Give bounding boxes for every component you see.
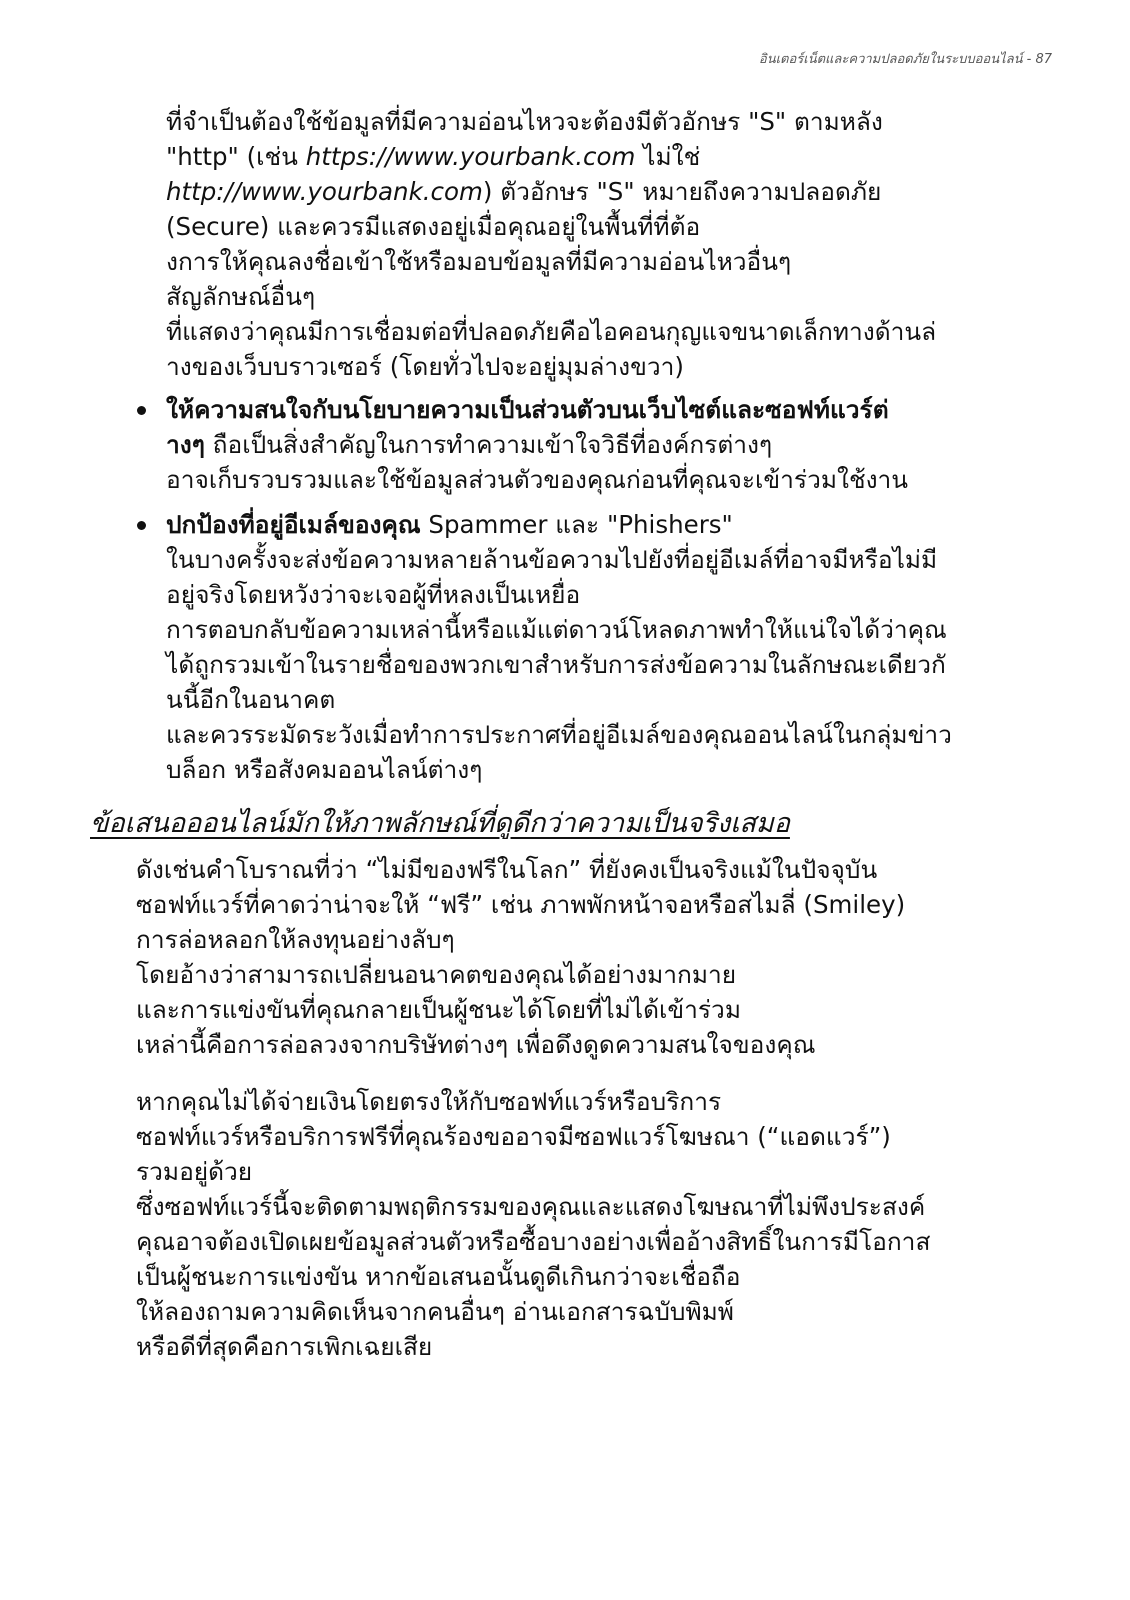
text-run: อาจเก็บรวบรวมและใช้ข้อมูลส่วนตัวของคุณก่อนที่คุณจะเข้าร่วมใช้งาน	[166, 465, 909, 494]
text-run: ที่แสดงว่าคุณมีการเชื่อมต่อที่ปลอดภัยคือไอคอนกุญแจขนาดเล็กทางด้านล่	[166, 317, 937, 346]
text-run: อยู่จริงโดยหวังว่าจะเจอผู้ที่หลงเป็นเหยื่อ	[166, 580, 581, 609]
text-run: (Secure) และควรมีแสดงอยู่เมื่อคุณอยู่ในพื้นที่ที่ต้อ	[166, 212, 701, 241]
bold-run: างๆ	[166, 430, 205, 459]
text-line	[136, 1189, 1130, 1224]
text-line	[166, 682, 1130, 717]
bold-run: ปกป้องที่อยู่อีเมล์ของคุณ	[166, 510, 421, 539]
text-line	[166, 209, 1130, 244]
text-run: ดังเช่นคำโบราณที่ว่า “ไม่มีของฟรีในโลก” ที่ยังคงเป็นจริงแม้ในปัจจุบัน	[136, 855, 878, 884]
text-run: างของเว็บบราวเซอร์ (โดยทั่วไปจะอยู่มุมล่างขวา)	[166, 352, 684, 381]
text-run: ไม่ใช่	[635, 142, 701, 171]
text-run: คุณอาจต้องเปิดเผยข้อมูลส่วนตัวหรือซื้อบางอย่างเพื่ออ้างสิทธิ์ในการมีโอกาส	[136, 1227, 931, 1256]
bullet-text	[166, 392, 1130, 497]
text-line	[166, 104, 1130, 139]
text-run: งการให้คุณลงชื่อเข้าใช้หรือมอบข้อมูลที่มีความอ่อนไหวอื่นๆ	[166, 247, 792, 276]
text-run: การตอบกลับข้อความเหล่านี้หรือแม้แต่ดาวน์โหลดภาพทำให้แน่ใจได้ว่าคุณ	[166, 615, 947, 644]
text-line	[136, 1294, 1130, 1329]
text-line	[166, 577, 1130, 612]
text-line	[136, 922, 1130, 957]
text-run: และการแข่งขันที่คุณกลายเป็นผู้ชนะได้โดยที่ไม่ได้เข้าร่วม	[136, 995, 741, 1024]
url-text: http://www.yourbank.com	[166, 177, 483, 206]
bullet-dot-icon	[137, 521, 146, 530]
text-line	[136, 1027, 1130, 1062]
text-line	[166, 314, 1130, 349]
text-run: ซึ่งซอฟท์แวร์นี้จะติดตามพฤติกรรมของคุณและแสดงโฆษณาที่ไม่พึงประสงค์	[136, 1192, 926, 1221]
text-run: หากคุณไม่ได้จ่ายเงินโดยตรงให้กับซอฟท์แวร์หรือบริการ	[136, 1087, 722, 1116]
text-line	[166, 139, 1130, 174]
url-text: https://www.yourbank.com	[305, 142, 636, 171]
text-line	[136, 1259, 1130, 1294]
text-line	[166, 427, 1130, 462]
text-run: ซอฟท์แวร์ที่คาดว่าน่าจะให้ “ฟรี” เช่น ภาพพักหน้าจอหรือสไมลี่ (Smiley)	[136, 890, 906, 919]
bullet-text	[166, 507, 1130, 787]
text-run: โดยอ้างว่าสามารถเปลี่ยนอนาคตของคุณได้อย่างมากมาย	[136, 960, 737, 989]
text-line	[136, 1154, 1130, 1189]
text-line	[136, 992, 1130, 1027]
section-heading: ข้อเสนอออนไลน์มักให้ภาพลักษณ์ที่ดูดีกว่าความเป็นจริงเสมอ	[90, 808, 790, 839]
section-paragraph-free	[136, 852, 1130, 1062]
bullet-dot-icon	[137, 406, 146, 415]
text-run: นนี้อีกในอนาคต	[166, 685, 336, 714]
text-line	[136, 1084, 1130, 1119]
text-line	[136, 1224, 1130, 1259]
text-line	[166, 717, 1130, 752]
text-run: เป็นผู้ชนะการแข่งขัน หากข้อเสนอนั้นดูดีเกินกว่าจะเชื่อถือ	[136, 1262, 741, 1291]
text-line	[166, 279, 1130, 314]
text-run: Spammer และ "Phishers"	[420, 510, 733, 539]
text-line	[166, 349, 1130, 384]
text-run: ที่จำเป็นต้องใช้ข้อมูลที่มีความอ่อนไหวจะต้องมีตัวอักษร "S" ตามหลัง	[166, 107, 883, 136]
text-line	[166, 174, 1130, 209]
text-line	[166, 244, 1130, 279]
section-paragraph-adware	[136, 1084, 1130, 1364]
text-line	[136, 1329, 1130, 1364]
text-line	[166, 507, 1130, 542]
text-run: ในบางครั้งจะส่งข้อความหลายล้านข้อความไปยังที่อยู่อีเมล์ที่อาจมีหรือไม่มี	[166, 545, 938, 574]
bullet-item-email	[0, 507, 1130, 787]
text-run: ซอฟท์แวร์หรือบริการฟรีที่คุณร้องขออาจมีซอฟแวร์โฆษณา (“แอดแวร์”)	[136, 1122, 891, 1151]
text-run: หรือดีที่สุดคือการเพิกเฉยเสีย	[136, 1332, 433, 1361]
text-run: บล็อก หรือสังคมออนไลน์ต่างๆ	[166, 755, 483, 784]
text-line	[166, 752, 1130, 787]
intro-paragraph	[166, 104, 1130, 384]
text-run: และควรระมัดระวังเมื่อทำการประกาศที่อยู่อีเมล์ของคุณออนไลน์ในกลุ่มข่าว	[166, 720, 952, 749]
text-run: ) ตัวอักษร "S" หมายถึงความปลอดภัย	[482, 177, 882, 206]
text-run: ได้ถูกรวมเข้าในรายชื่อของพวกเขาสำหรับการส่งข้อความในลักษณะเดียวกั	[166, 650, 946, 679]
text-run: ให้ลองถามความคิดเห็นจากคนอื่นๆ อ่านเอกสารฉบับพิมพ์	[136, 1297, 734, 1326]
running-header: อินเตอร์เน็ตและความปลอดภัยในระบบออนไลน์ - 87	[758, 52, 1052, 67]
text-run: ถือเป็นสิ่งสำคัญในการทำความเข้าใจวิธีที่องค์กรต่างๆ	[204, 430, 773, 459]
text-run: รวมอยู่ด้วย	[136, 1157, 253, 1186]
bullet-item-privacy	[0, 392, 1130, 497]
text-line	[136, 887, 1130, 922]
text-line	[166, 647, 1130, 682]
bold-run: ให้ความสนใจกับนโยบายความเป็นส่วนตัวบนเว็บไซต์และซอฟท์แวร์ต่	[166, 395, 889, 424]
text-line	[136, 957, 1130, 992]
text-run: เหล่านี้คือการล่อลวงจากบริษัทต่างๆ เพื่อดึงดูดความสนใจของคุณ	[136, 1030, 816, 1059]
text-line	[166, 462, 1130, 497]
text-line	[136, 1119, 1130, 1154]
text-run: การล่อหลอกให้ลงทุนอย่างลับๆ	[136, 925, 455, 954]
text-line	[136, 852, 1130, 887]
text-run: สัญลักษณ์อื่นๆ	[166, 282, 316, 311]
text-run: "http" (เช่น	[166, 142, 306, 171]
text-line	[166, 612, 1130, 647]
text-line	[166, 392, 1130, 427]
text-line	[166, 542, 1130, 577]
bullet-list	[0, 392, 1130, 797]
